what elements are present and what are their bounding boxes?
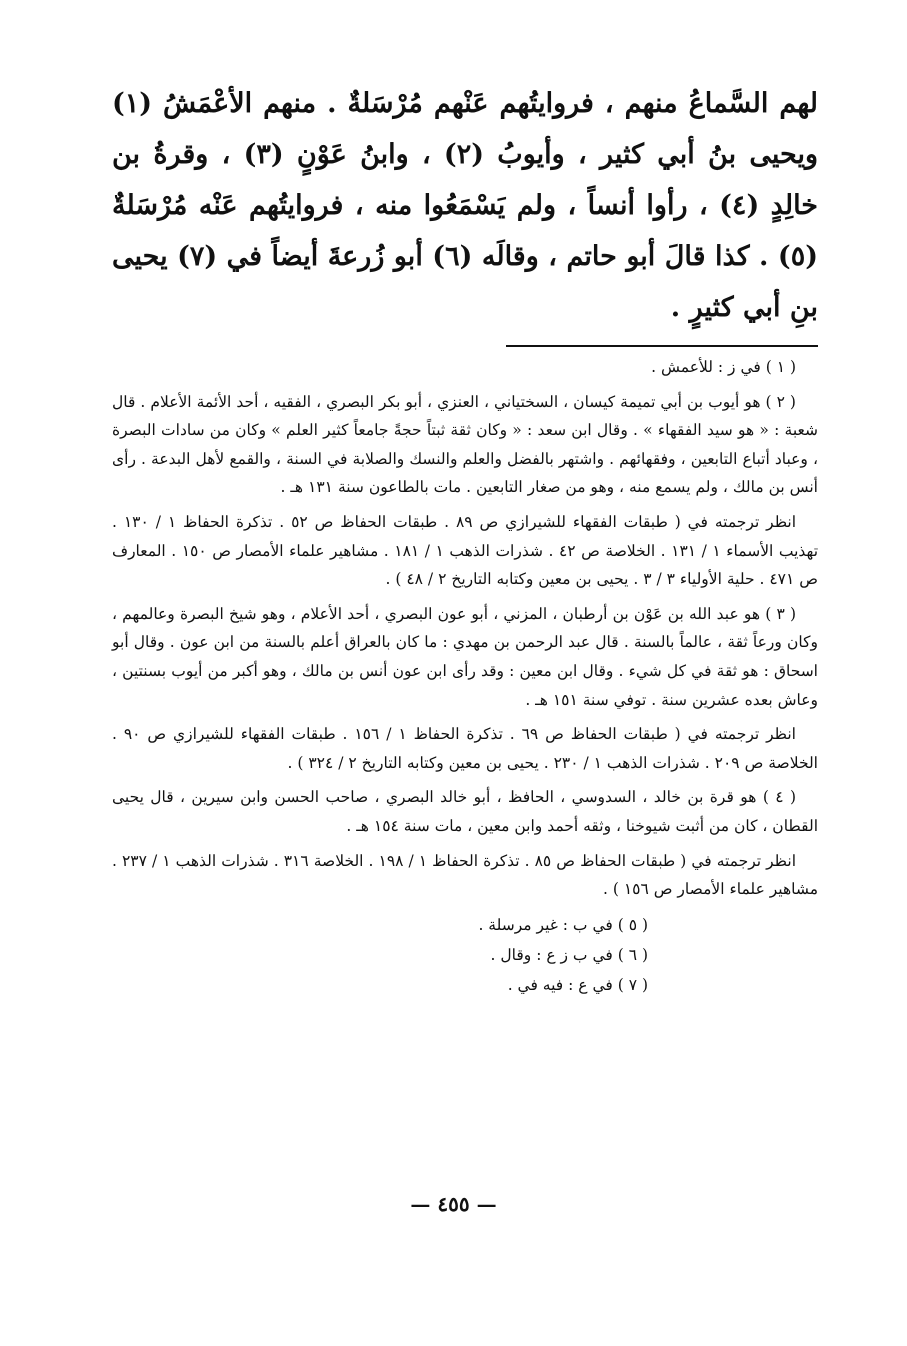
footnote-1: ( ١ ) في ز : للأعمش . [651, 358, 796, 376]
main-paragraph: لهم السَّماعُ منهم ، فروايتُهم عَنْهم مُرْسَلةٌ . منهم الأعْمَشُ (١) ويحيى بنُ أبي كثير ، وأيوبُ (٢) ، وابنُ عَوْنٍ (٣) ، وقرةُ بن خالِدٍ (٤) ، رأوا أنساً ، ولم يَسْمَعُوا منه ، فروايتُهم عَنْه مُرْسَلةٌ (٥) . كذا قالَ أبو حاتم ، وقالَه (٦) أبو زُرعةَ أيضاً في (٧) يحيى بنِ أبي كثيرٍ . [112, 88, 819, 323]
main-text [112, 78, 818, 333]
footnote-4-references: انظر ترجمته في ( طبقات الحفاظ ص ٨٥ . تذكرة الحفاظ ١ / ١٩٨ . الخلاصة ٣١٦ . شذرات الذهب ١ / ٢٣٧ . مشاهير علماء الأمصار ص ١٥٦ ) . [112, 851, 818, 899]
footnote-7: ( ٧ ) في ع : فيه في . [507, 975, 648, 994]
footnote-3: ( ٣ ) هو عبد الله بن عَوْن بن أرطبان ، المزني ، أبو عون البصري ، أحد الأعلام ، وهو شيخ البصرة وعالمهم ، وكان ورعاً ثقة ، عالماً بالسنة . قال عبد الرحمن بن مهدي : ما كان بالعراق أعلم بالسنة من ابن عون . وقال أبو اسحاق : هو ثقة في كل شيء . وقال ابن معين : وقد رأى ابن عون أنس بن مالك ، وهو أكبر من أيوب بسنتين ، وعاش بعده عشرين سنة . توفي سنة ١٥١ هـ . [112, 604, 818, 709]
footnote-4: ( ٤ ) هو قرة بن خالد ، السدوسي ، الحافظ ، أبو خالد البصري ، صاحب الحسن وابن سيرين ، قال يحيى القطان ، كان من أثبت شيوخنا ، وثقه أحمد وابن معين ، مات سنة ١٥٤ هـ . [112, 788, 818, 835]
page-number: — ٤٥٥ — [410, 1192, 497, 1216]
footnote-5: ( ٥ ) في ب : غير مرسلة . [478, 915, 648, 934]
page-content [112, 78, 818, 1000]
footnote-3-references: انظر ترجمته في ( طبقات الحفاظ ص ٦٩ . تذكرة الحفاظ ١ / ١٥٦ . طبقات الفقهاء للشيرازي ص ٩٠ . الخلاصة ص ٢٠٩ . شذرات الذهب ١ / ٢٣٠ . يحيى بن معين وكتابه التاريخ ٢ / ٣٢٤ ) . [112, 725, 818, 772]
footnote-separator [506, 345, 818, 347]
footnotes [112, 353, 818, 1000]
footnote-6: ( ٦ ) في ب ز ع : وقال . [490, 945, 648, 964]
footnote-2-references: انظر ترجمته في ( طبقات الفقهاء للشيرازي ص ٨٩ . طبقات الحفاظ ص ٥٢ . تذكرة الحفاظ ١ / ١٣٠ . تهذيب الأسماء ١ / ١٣١ . الخلاصة ص ٤٢ . شذرات الذهب ١ / ١٨١ . مشاهير علماء الأمصار ص ١٥٠ . المعارف ص ٤٧١ . حلية الأولياء ٣ / ٣ . يحيى بن معين وكتابه التاريخ ٢ / ٤٨ ) . [112, 512, 819, 589]
footnote-2: ( ٢ ) هو أيوب بن أبي تميمة كيسان ، السختياني ، العنزي ، أبو بكر البصري ، الفقيه ، أحد الأئمة الأعلام . قال شعبة : « هو سيد الفقهاء » . وقال ابن سعد : « وكان ثقة ثبتاً حجةً جامعاً كثير العلم » وكان من سادات البصرة ، وعباد أتباع التابعين ، وفقهائهم . واشتهر بالفضل والعلم والنسك والصلابة في السنة ، والقمع لأهل البدعة . رأى أنس بن مالك ، ولم يسمع منه ، وهو من صغار التابعين . مات بالطاعون سنة ١٣١ هـ . [112, 392, 818, 497]
